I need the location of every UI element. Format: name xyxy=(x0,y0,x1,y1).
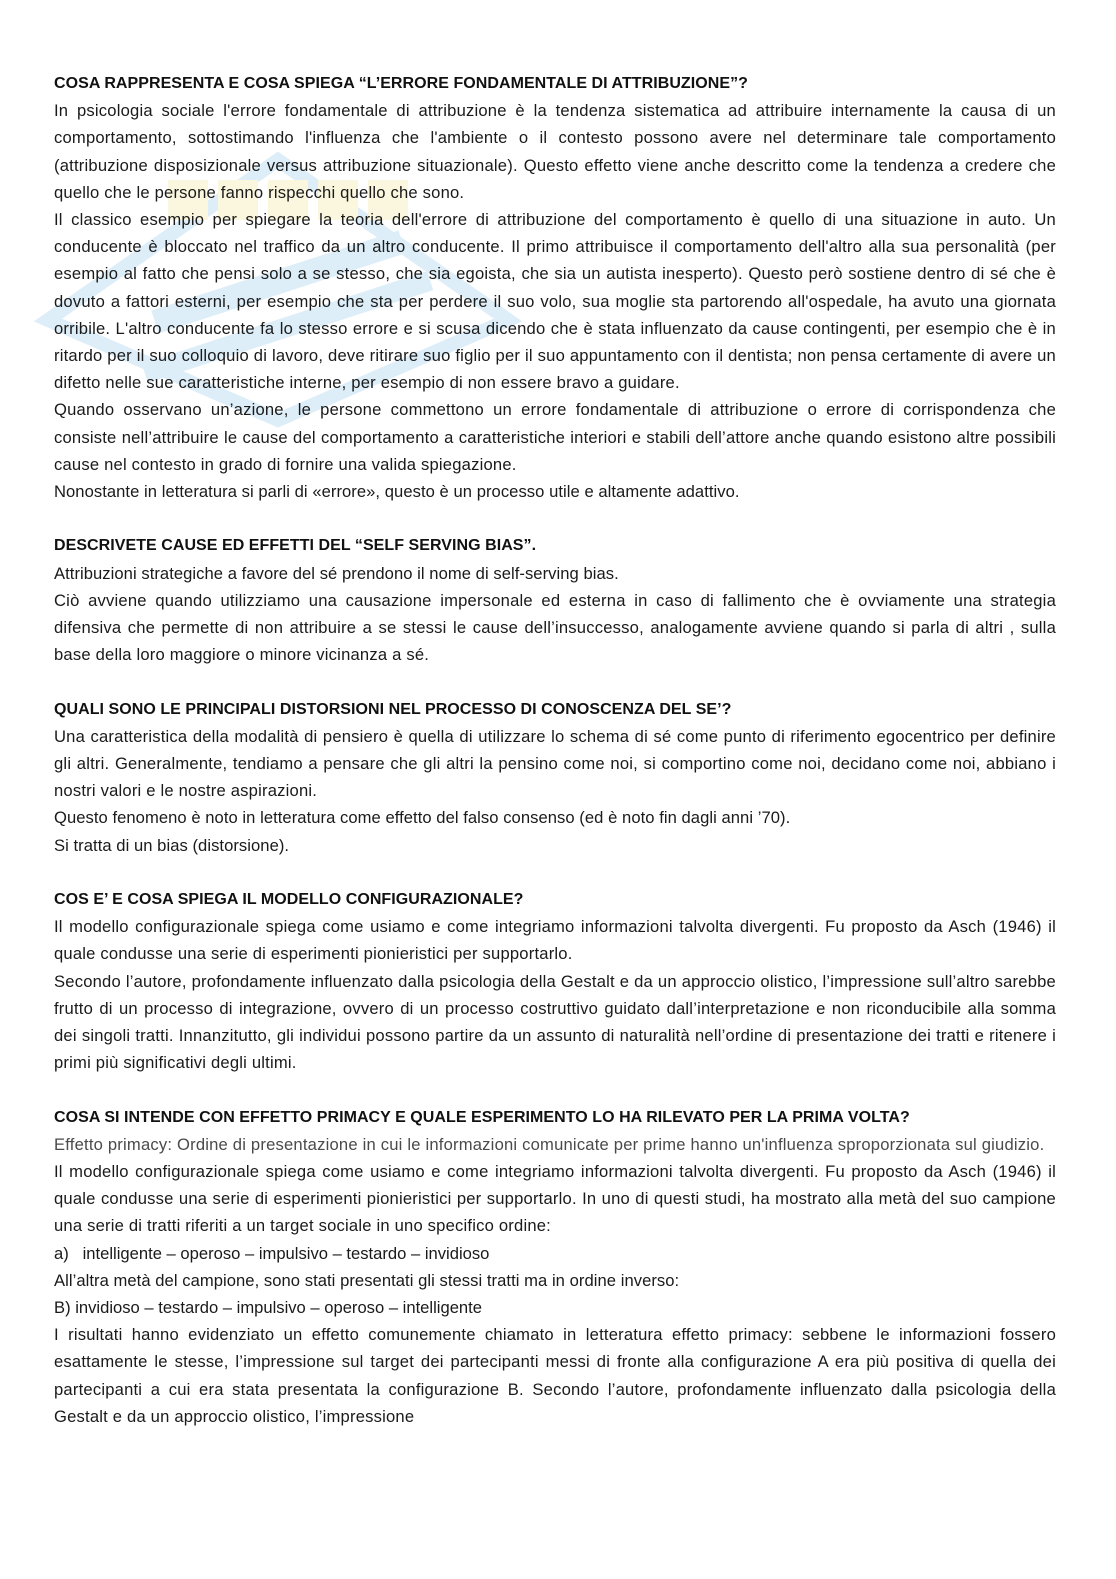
paragraph: Nonostante in letteratura si parli di «errore», questo è un processo utile e altamente adattivo. xyxy=(54,482,740,502)
paragraph: Il modello configurazionale spiega come usiamo e come integriamo informazioni talvolta divergenti. Fu proposto da Asch (1946) il quale condusse una serie di esperimenti pionieristici per supportarlo. In uno di questi studi, ha mostrato alla metà del suo campione una serie di tratti riferiti a un target sociale in uno specifico ordine: xyxy=(54,1162,1056,1236)
paragraph: Una caratteristica della modalità di pensiero è quella di utilizzare lo schema di sé come punto di riferimento egocentrico per definire gli altri. Generalmente, tendiamo a pensare che gli altri la pensino come noi, si comportino come noi, decidano come noi, abbiano i nostri valori e le nostre aspirazioni. xyxy=(54,726,1056,801)
paragraph: Il classico esempio per spiegare la teoria dell'errore di attribuzione del comportamento è quello di una situazione in auto. Un conducente è bloccato nel traffico da un altro conducente. Il primo attribuisce il comportamento dell'altro alla sua personalità (per esempio al fatto che pensi solo a se stesso, che sia egoista, che sia un autista inesperto). Questo però sostiene dentro di sé che è dovuto a fattori esterni, per esempio che sta per perdere il suo volo, sua moglie sta partorendo all'ospedale, ha avuto una giornata orribile. L'altro conducente fa lo stesso errore e si scusa dicendo che è stata influenzato da cause contingenti, per esempio che è in ritardo per il suo colloquio di lavoro, deve ritirare suo figlio per il suo appuntamento con il dentista; non pensa certamente di avere un difetto nelle sue caratteristiche interne, per esempio di non essere bravo a guidare. xyxy=(54,210,1056,393)
paragraph: Si tratta di un bias (distorsione). xyxy=(54,835,290,855)
section-heading: COS E’ E COSA SPIEGA IL MODELLO CONFIGURAZIONALE? xyxy=(54,891,524,909)
section-heading: QUALI SONO LE PRINCIPALI DISTORSIONI NEL PROCESSO DI CONOSCENZA DEL SE’? xyxy=(54,700,732,718)
list-item-b: B) invidioso – testardo – impulsivo – operoso – intelligente xyxy=(54,1298,482,1318)
paragraph: Ciò avviene quando utilizziamo una causazione impersonale ed esterna in caso di fallimento che è ovviamente una strategia difensiva che permette di non attribuire a se stessi le cause dell’insuccesso, analogamente avviene quando si parla di altri , sulla base della loro maggiore o minore vicinanza a sé. xyxy=(54,590,1056,665)
document-body xyxy=(54,70,1056,1457)
paragraph: All’altra metà del campione, sono stati presentati gli stessi tratti ma in ordine inverso: xyxy=(54,1270,680,1290)
section-modello-configurazionale xyxy=(54,886,1056,1076)
list-item-a-text: intelligente – operoso – impulsivo – testardo – invidioso xyxy=(82,1243,490,1263)
section-heading: COSA SI INTENDE CON EFFETTO PRIMACY E QUALE ESPERIMENTO LO HA RILEVATO PER LA PRIMA VOLTA? xyxy=(54,1108,910,1126)
paragraph: In psicologia sociale l'errore fondamentale di attribuzione è la tendenza sistematica ad attribuire internamente la causa di un comportamento, sottostimando l'influenza che l'ambiente o il contesto possono avere nel determinare tale comportamento (attribuzione disposizionale versus attribuzione situazionale). Questo effetto viene anche descritto come la tendenza a credere che quello che le persone fanno rispecchi quello che sono. xyxy=(54,101,1056,202)
section-errore-fondamentale xyxy=(54,70,1056,505)
paragraph: I risultati hanno evidenziato un effetto comunemente chiamato in letteratura effetto primacy: sebbene le informazioni fossero esattamente le stesse, l’impressione sul target dei partecipanti messi di fronte alla configurazione A era più positiva di quella dei partecipanti a cui era stata presentata la configurazione B. Secondo l’autore, profondamente influenzato dalla psicologia della Gestalt e da un approccio olistico, l’impressione xyxy=(54,1325,1056,1426)
section-heading: COSA RAPPRESENTA E COSA SPIEGA “L’ERRORE FONDAMENTALE DI ATTRIBUZIONE”? xyxy=(54,75,748,92)
paragraph: Secondo l’autore, profondamente influenzato dalla psicologia della Gestalt e da un approccio olistico, l’impressione sull’altro sarebbe frutto di un processo di integrazione, ovvero di un processo costruttivo guidato dall’interpretazione e non riconducibile alla somma dei singoli tratti. Innanzitutto, gli individui possono partire da un assunto di naturalità nell’ordine di presentazione dei tratti e ritenere i primi più significativi degli ultimi. xyxy=(54,971,1056,1073)
paragraph: Il modello configurazionale spiega come usiamo e come integriamo informazioni talvolta divergenti. Fu proposto da Asch (1946) il quale condusse una serie di esperimenti pionieristici per supportarlo. xyxy=(54,917,1056,964)
section-distorsioni-se xyxy=(54,696,1056,859)
paragraph: Attribuzioni strategiche a favore del sé prendono il nome di self-serving bias. xyxy=(54,563,619,583)
section-heading: DESCRIVETE CAUSE ED EFFETTI DEL “SELF SERVING BIAS”. xyxy=(54,537,537,555)
list-item-a-label: a) xyxy=(54,1243,69,1263)
paragraph: Quando osservano un’azione, le persone commettono un errore fondamentale di attribuzione o errore di corrispondenza che consiste nell’attribuire le cause del comportamento a caratteristiche interiori e stabili dell’attore anche quando esistono altre possibili cause nel contesto in grado di fornire una valida spiegazione. xyxy=(54,400,1056,474)
section-self-serving-bias xyxy=(54,532,1056,668)
section-effetto-primacy xyxy=(54,1104,1056,1430)
list-item-a xyxy=(54,1240,1056,1267)
paragraph: Questo fenomeno è noto in letteratura come effetto del falso consenso (ed è noto fin dagli anni ’70). xyxy=(54,808,791,828)
definition-paragraph: Effetto primacy: Ordine di presentazione in cui le informazioni comunicate per prime hanno un'influenza sproporzionata sul giudizio. xyxy=(54,1134,1045,1154)
